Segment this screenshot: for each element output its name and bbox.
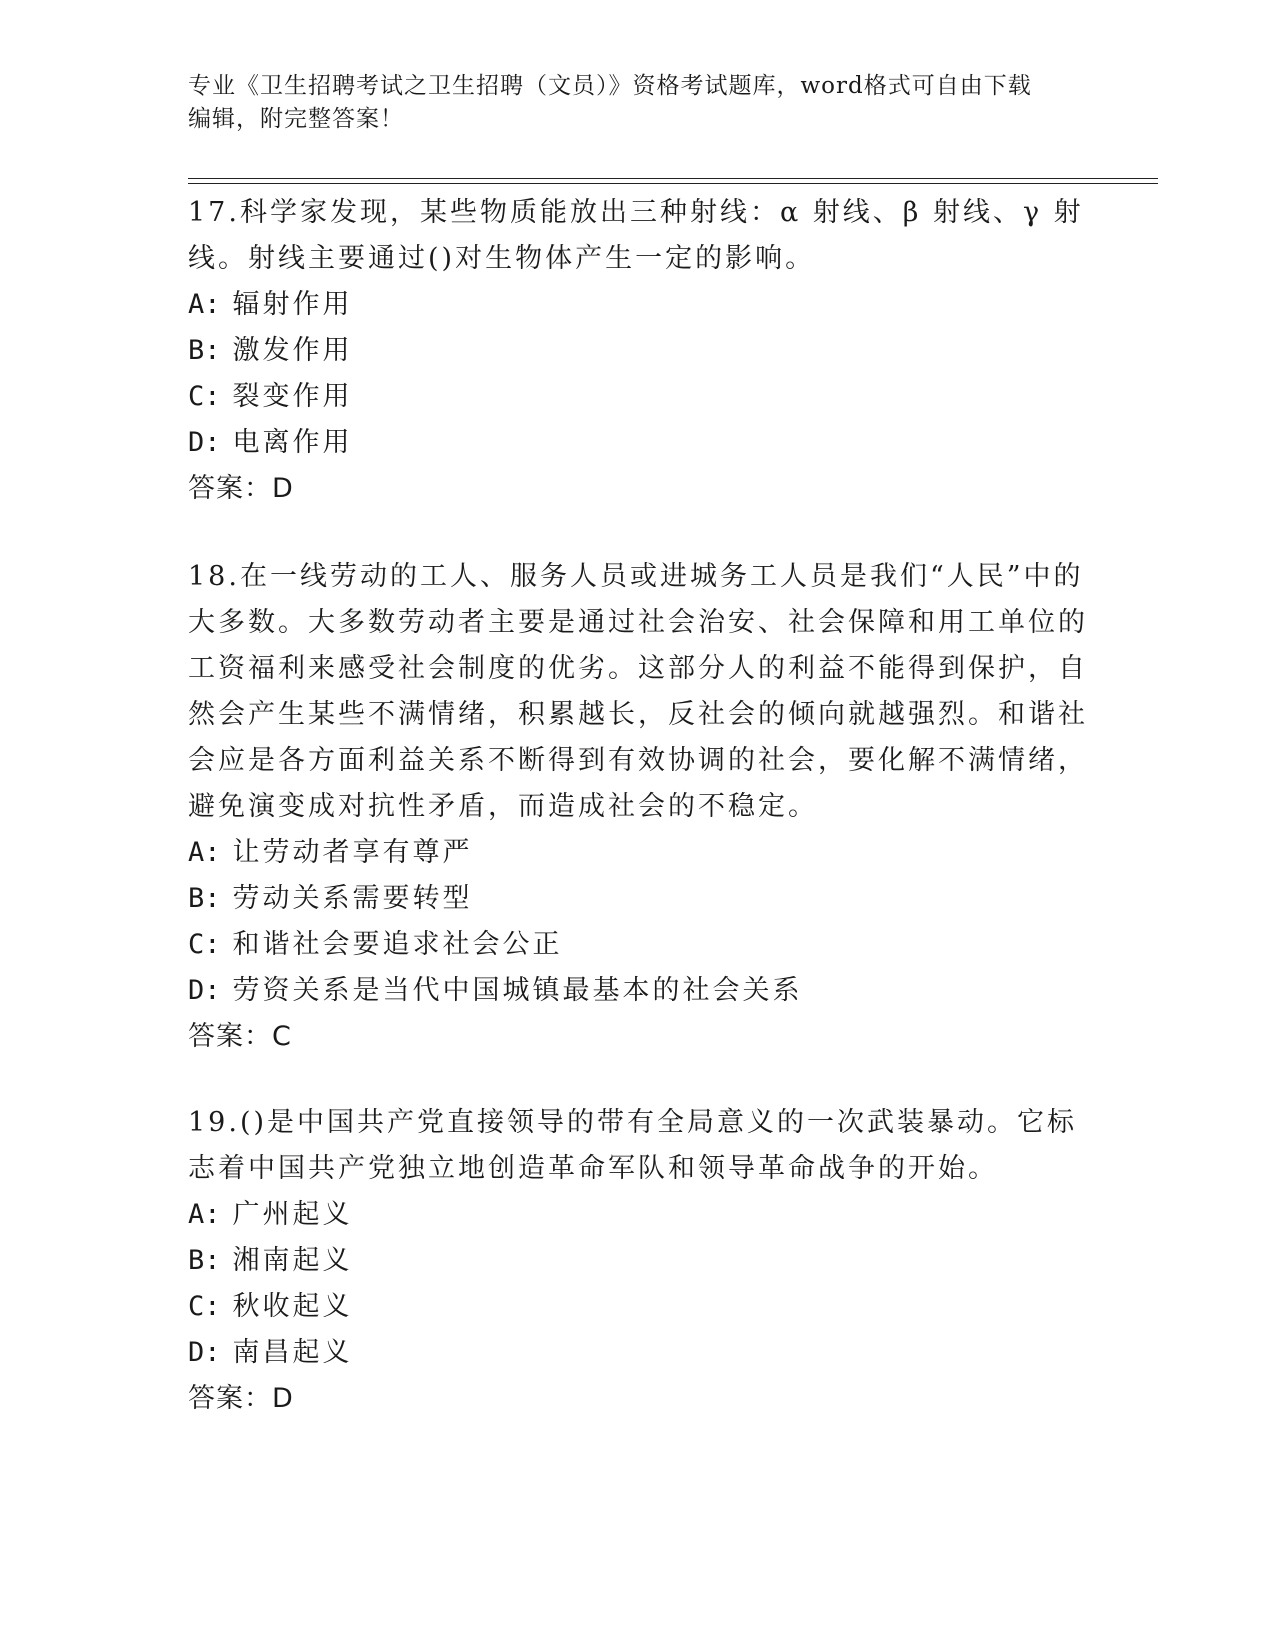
- option-text: 裂变作用: [232, 381, 353, 412]
- option-key: A:: [188, 1199, 221, 1230]
- option-key: D:: [188, 427, 221, 458]
- option-key: A:: [188, 289, 221, 320]
- option-key: B:: [188, 1245, 221, 1276]
- option-c: [188, 374, 1088, 420]
- option-b: [188, 876, 1088, 922]
- question-17: [188, 190, 1088, 512]
- option-text: 劳资关系是当代中国城镇最基本的社会关系: [232, 975, 803, 1006]
- option-key: C:: [188, 1291, 221, 1322]
- option-text: 广州起义: [232, 1199, 353, 1230]
- header-line-2: 编辑，附完整答案！: [188, 106, 404, 132]
- option-a: [188, 282, 1088, 328]
- option-c: [188, 922, 1088, 968]
- option-d: [188, 1330, 1088, 1376]
- option-b: [188, 328, 1088, 374]
- option-key: B:: [188, 883, 221, 914]
- document-header: [188, 70, 1088, 136]
- option-text: 激发作用: [232, 335, 353, 366]
- option-a: [188, 830, 1088, 876]
- option-text: 辐射作用: [232, 289, 353, 320]
- question-stem: 19.()是中国共产党直接领导的带有全局意义的一次武装暴动。它标志着中国共产党独立地创造革命军队和领导革命战争的开始。: [188, 1107, 1078, 1184]
- option-key: B:: [188, 335, 221, 366]
- question-stem: 17.科学家发现，某些物质能放出三种射线：α 射线、β 射线、γ 射线。射线主要通过()对生物体产生一定的影响。: [188, 197, 1084, 274]
- answer-line: 答案：C: [188, 1021, 292, 1052]
- answer-line: 答案：D: [188, 1383, 294, 1414]
- option-text: 电离作用: [232, 427, 353, 458]
- question-stem: 18.在一线劳动的工人、服务人员或进城务工人员是我们“人民”中的大多数。大多数劳动者主要是通过社会治安、社会保障和用工单位的工资福利来感受社会制度的优劣。这部分人的利益不能得到保护，自然会产生某些不满情绪，积累越长，反社会的倾向就越强烈。和谐社会应是各方面利益关系不断得到有效协调的社会，要化解不满情绪，避免演变成对抗性矛盾，而造成社会的不稳定。: [188, 561, 1088, 822]
- header-divider-bottom: [188, 183, 1158, 184]
- question-19: [188, 1100, 1088, 1422]
- option-text: 南昌起义: [232, 1337, 353, 1368]
- option-key: A:: [188, 837, 221, 868]
- header-divider-top: [188, 178, 1158, 179]
- question-18: [188, 554, 1088, 1060]
- option-key: C:: [188, 381, 221, 412]
- header-line-1: 专业《卫生招聘考试之卫生招聘（文员）》资格考试题库，word格式可自由下载: [188, 73, 1032, 99]
- option-b: [188, 1238, 1088, 1284]
- option-key: C:: [188, 929, 221, 960]
- answer-line: 答案：D: [188, 473, 294, 504]
- option-text: 让劳动者享有尊严: [232, 837, 473, 868]
- option-text: 劳动关系需要转型: [232, 883, 473, 914]
- option-text: 和谐社会要追求社会公正: [232, 929, 563, 960]
- option-text: 秋收起义: [232, 1291, 353, 1322]
- option-a: [188, 1192, 1088, 1238]
- option-text: 湘南起义: [232, 1245, 353, 1276]
- option-key: D:: [188, 1337, 221, 1368]
- option-key: D:: [188, 975, 221, 1006]
- option-c: [188, 1284, 1088, 1330]
- option-d: [188, 968, 1088, 1014]
- option-d: [188, 420, 1088, 466]
